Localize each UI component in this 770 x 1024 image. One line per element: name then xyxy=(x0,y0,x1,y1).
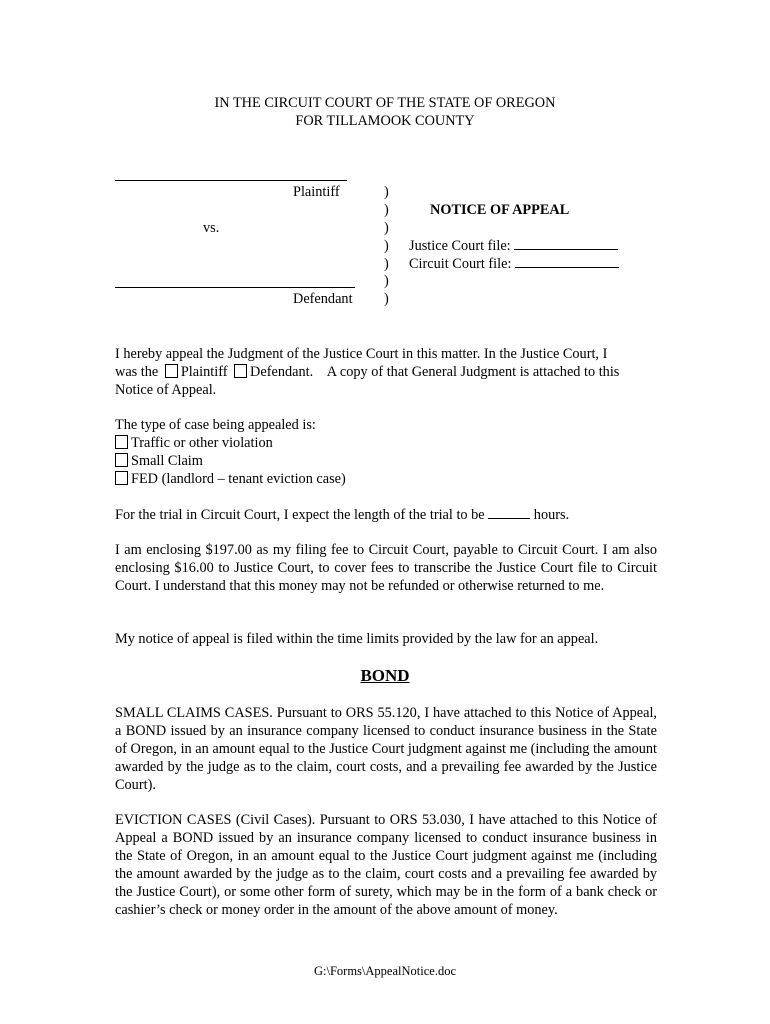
eviction-bond-paragraph: EVICTION CASES (Civil Cases). Pursuant to ORS 53.030, I have attached to this Notice of Appeal a BOND issued by an insurance company licensed to conduct insurance business in the State of Oregon, in an amount equal to the Justice Court judgment against me (including the amount awarded by the judge as to the claim, court costs and a prevailing fee awarded by the Justice Court), or some other form of surety, which may be in the form of a bank check or cashier’s check or money order in the amount of the above amount of money. xyxy=(115,812,657,918)
bond-heading: BOND xyxy=(360,666,410,685)
trial-length-line xyxy=(115,506,569,524)
appeal-statement-line3: Notice of Appeal. xyxy=(115,382,217,398)
defendant-checkbox[interactable] xyxy=(234,364,247,378)
case-type-option-traffic xyxy=(115,434,273,452)
caption-paren: ) xyxy=(384,202,389,218)
case-type-option-fed xyxy=(115,470,346,488)
caption-paren: ) xyxy=(384,291,389,307)
case-type-intro: The type of case being appealed is: xyxy=(115,417,316,433)
circuit-court-file-label: Circuit Court file: xyxy=(409,256,512,272)
case-type-option-small-claim xyxy=(115,452,203,470)
circuit-court-file-row xyxy=(409,256,619,273)
defendant-label: Defendant xyxy=(293,291,353,307)
small-claim-checkbox[interactable] xyxy=(115,453,128,467)
fed-checkbox[interactable] xyxy=(115,471,128,485)
trial-length-text: For the trial in Circuit Court, I expect the length of the trial to be xyxy=(115,507,485,523)
plaintiff-checkbox[interactable] xyxy=(165,364,178,378)
appeal-statement-line1: I hereby appeal the Judgment of the Justice Court in this matter. In the Justice Court, I xyxy=(115,346,608,362)
fees-paragraph: I am enclosing $197.00 as my filing fee to Circuit Court, payable to Circuit Court. I am also enclosing $16.00 to Justice Court, to cover fees to transcribe the Justice Court file to Circuit Court. I understand that this money may not be refunded or otherwise returned to me. xyxy=(115,542,657,594)
small-claim-option-label: Small Claim xyxy=(131,453,203,469)
timeliness-paragraph: My notice of appeal is filed within the time limits provided by the law for an appeal. xyxy=(115,631,599,647)
traffic-checkbox[interactable] xyxy=(115,435,128,449)
circuit-court-file-field[interactable] xyxy=(515,267,619,268)
small-claims-bond-paragraph: SMALL CLAIMS CASES. Pursuant to ORS 55.120, I have attached to this Notice of Appeal, a BOND issued by an insurance company licensed to conduct insurance business in the State of Oregon, in an amount equal to the Justice Court judgment against me (including the amount awarded by the judge as to the claim, court costs, and a prevailing fee awarded by the Justice Court). xyxy=(115,705,657,793)
appeal-statement-rest: A copy of that General Judgment is attached to this xyxy=(326,364,620,380)
appeal-statement-line2 xyxy=(115,363,619,381)
plaintiff-option-label: Plaintiff xyxy=(180,364,228,380)
caption-paren: ) xyxy=(384,184,389,200)
defendant-name-line[interactable] xyxy=(115,287,355,288)
court-name-line: IN THE CIRCUIT COURT OF THE STATE OF OREGON xyxy=(214,95,556,111)
fed-option-label: FED (landlord – tenant eviction case) xyxy=(131,471,346,487)
caption-paren: ) xyxy=(384,238,389,254)
county-line: FOR TILLAMOOK COUNTY xyxy=(295,113,475,129)
plaintiff-name-line[interactable] xyxy=(115,180,347,181)
traffic-option-label: Traffic or other violation xyxy=(131,435,273,451)
caption-paren: ) xyxy=(384,256,389,272)
justice-court-file-row xyxy=(409,238,618,255)
justice-court-file-label: Justice Court file: xyxy=(409,238,511,254)
caption-paren: ) xyxy=(384,273,389,289)
vs-label: vs. xyxy=(203,220,220,236)
footer-file-path: G:\Forms\AppealNotice.doc xyxy=(314,964,456,978)
plaintiff-label: Plaintiff xyxy=(293,184,340,200)
trial-hours-label: hours. xyxy=(533,507,570,523)
trial-hours-field[interactable] xyxy=(488,506,530,519)
document-title: NOTICE OF APPEAL xyxy=(430,202,570,218)
was-the-text: was the xyxy=(115,364,159,380)
defendant-option-label: Defendant. xyxy=(250,364,314,380)
caption-paren: ) xyxy=(384,220,389,236)
justice-court-file-field[interactable] xyxy=(514,249,618,250)
